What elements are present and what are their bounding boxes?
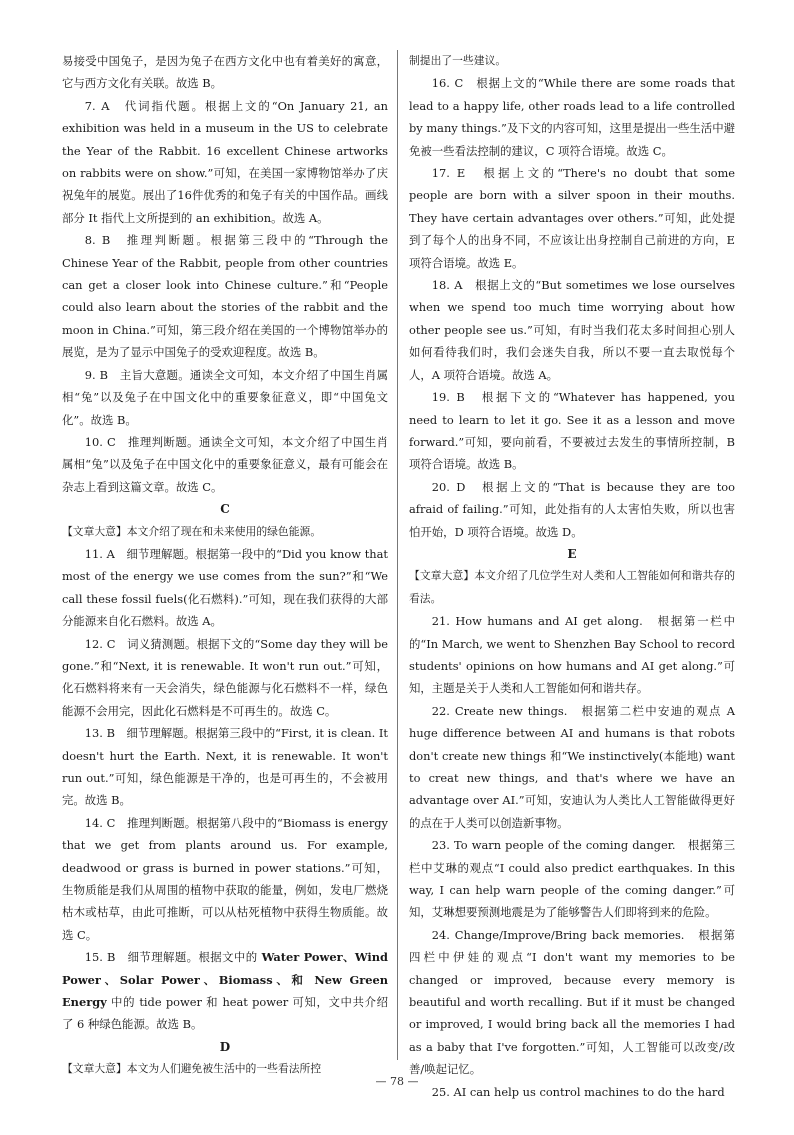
page-number: — 78 — [375, 1075, 419, 1088]
answer-16: 16. C 根据上文的“While there are some roads that lead to a happy life, other roads lead to a life controlled by many things.”及下文的内容可知，这里是提出一些生活中避免被一些看法控制的建议，C 项符合语境。故选 C。 [409, 76, 735, 158]
answer-15-pre: 15. B 细节理解题。根据文中的 [84, 950, 262, 965]
answer-15-post: 中的 tide power 和 heat power 可知，文中共介绍了 6 种绿色能源。故选 B。 [62, 995, 388, 1032]
answer-24: 24. Change/Improve/Bring back memories. 根据第四栏中伊娃的观点“I don't want my memories to be changed or improved, because every memory is beautiful and worth recalling. But if it must be changed or improved, I would bring back all the memories I had as a baby that I've forgotten.”可知，人工智能可以改变/改善/唤起记忆。 [409, 927, 735, 1077]
answer-14: 14. C 推理判断题。根据第八段中的“Biomass is energy that we get from plants around us. For example, deadwood or grass is burned in power stations.”可知，生物质能是我们从周围的植物中获取的能量，例如，发电厂燃烧枯木或枯草，由此可推断，可以从枯死植物中获得生物质能。故选 C。 [62, 815, 388, 942]
summary-d: 【文章大意】本文为人们避免被生活中的一些看法所控 [62, 1062, 322, 1076]
answer-8: 8. B 推理判断题。根据第三段中的“Through the Chinese Year of the Rabbit, people from other countries can get a closer look into Chinese culture.”和“People could also learn about the stories of the rabbit and the moon in China.”可知，第三段介绍在美国的一个博物馆举办的展览，是为了显示中国兔子的受欢迎程度。故选 B。 [62, 233, 388, 360]
answer-15 [62, 946, 388, 1036]
column-divider [397, 50, 398, 1060]
answer-17: 17. E 根据上文的“There's no doubt that some people are born with a silver spoon in their mouths. They have certain advantages over others.”可知，此处提到了每个人的出身不同，不应该让出身控制自己前进的方向，E 项符合语境。故选 E。 [409, 166, 735, 270]
answer-15-energy-list: Water Power、Wind Power、Solar Power、Biomass、和 New Green Energy [62, 950, 388, 1010]
answer-7: 7. A 代词指代题。根据上文的“On January 21, an exhibition was held in a museum in the US to celebrate the Year of the Rabbit. 16 excellent Chinese artworks on rabbits were on show.”可知，在美国一家博物馆举办了庆祝兔年的展览。展出了16件优秀的和兔子有关的中国作品。画线部分 It 指代上文所提到的 an exhibition。故选 A。 [62, 98, 388, 225]
left-column [62, 50, 388, 1081]
answer-25: 25. AI can help us control machines to do the hard [431, 1084, 725, 1099]
summary-d-continued: 制提出了一些建议。 [409, 54, 507, 67]
answer-12: 12. C 词义猜测题。根据下文的“Some day they will be gone.”和“Next, it is renewable. It won't run out.”可知，化石燃料将来有一天会消失，绿色能源与化石燃料不一样，绿色能源不会用完，因此化石燃料是不可再生的。故选 C。 [62, 636, 388, 718]
answer-21: 21. How humans and AI get along. 根据第一栏中的“In March, we went to Shenzhen Bay School to record students' opinions on how humans and AI get along.”可知，主题是关于人类和人工智能如何和谐共存。 [409, 614, 735, 696]
summary-e: 【文章大意】本文介绍了几位学生对人类和人工智能如何和谐共存的看法。 [409, 569, 735, 605]
section-heading-d: D [219, 1039, 231, 1054]
answer-19: 19. B 根据下文的“Whatever has happened, you need to learn to let it go. See it as a lesson and move forward.”可知，要向前看，不要被过去发生的事情所控制，B 项符合语境。故选 B。 [409, 390, 735, 472]
answer-10: 10. C 推理判断题。通读全文可知，本文介绍了中国生肖属相“兔”以及兔子在中国文化中的重要象征意义，最有可能会在杂志上看到这篇文章。故选 C。 [62, 434, 388, 494]
summary-c: 【文章大意】本文介绍了现在和未来使用的绿色能源。 [62, 524, 322, 538]
right-column [409, 50, 735, 1103]
section-heading-c: C [220, 502, 230, 517]
answer-20: 20. D 根据上文的“That is because they are too afraid of failing.”可知，此处指有的人太害怕失败，所以也害怕开始，D 项符合语境。故选 D。 [409, 479, 735, 539]
answer-9: 9. B 主旨大意题。通读全文可知，本文介绍了中国生肖属相“兔”以及兔子在中国文化中的重要象征意义，即“中国兔文化”。故选 B。 [62, 367, 388, 427]
answer-11: 11. A 细节理解题。根据第一段中的“Did you know that most of the energy we use comes from the sun?”和“We call these fossil fuels(化石燃料).”可知，现在我们获得的大部分能源来自化石燃料。故选 A。 [62, 546, 388, 629]
paragraph-continued: 易接受中国兔子，是因为兔子在西方文化中也有着美好的寓意，它与西方文化有关联。故选 B。 [62, 54, 388, 91]
answer-18: 18. A 根据上文的“But sometimes we lose ourselves when we spend too much time worrying about how other people see us.”可知，有时当我们花太多时间担心别人如何看待我们时，我们会迷失自我，所以不要一直去取悦每个人，A 项符合语境。故选 A。 [409, 278, 735, 382]
answer-22: 22. Create new things. 根据第二栏中安迪的观点 A huge difference between AI and humans is that robots don't create new things 和“We instinctively(本能地) want to creat new things, and that's where we have an advantage over AI.”可知，安迪认为人类比人工智能做得更好的点在于人类可以创造新事物。 [409, 703, 735, 830]
answer-13: 13. B 细节理解题。根据第三段中的“First, it is clean. It doesn't hurt the Earth. Next, it is renewable. It won't run out.”可知，绿色能源是干净的，也是可再生的，不会被用完。故选 B。 [62, 726, 388, 808]
section-heading-e: E [567, 546, 577, 561]
answer-23: 23. To warn people of the coming danger. 根据第三栏中艾琳的观点“I could also predict earthquakes. In this way, I can help warn people of the coming danger.”可知，艾琳想要预测地震是为了能够警告人们即将到来的危险。 [409, 838, 735, 920]
